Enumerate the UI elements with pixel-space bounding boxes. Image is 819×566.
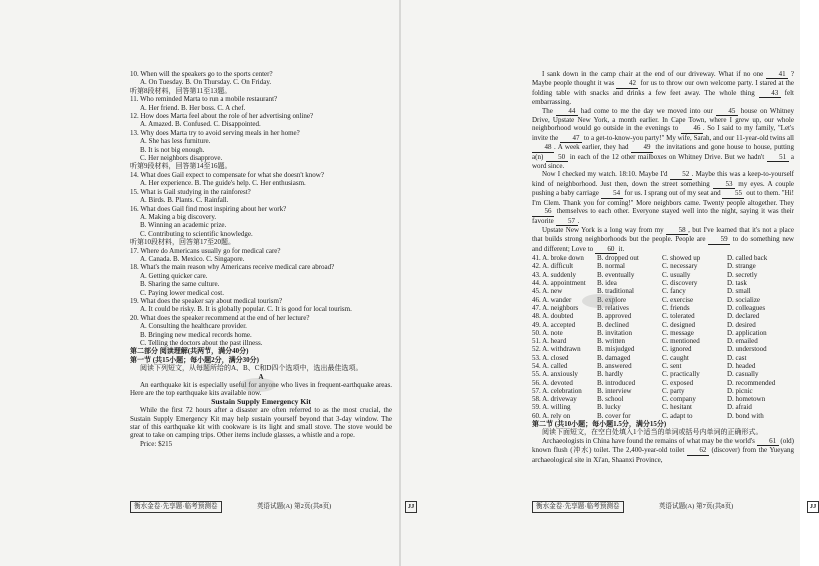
option-cell: B. written bbox=[597, 337, 625, 346]
section-1-instructions: 阅读下列短文，从每题所给的A、B、C和D四个选项中，选出最佳选项。 bbox=[140, 364, 363, 373]
option-cell: C. adapt to bbox=[662, 411, 693, 420]
blank-54: 54 bbox=[601, 189, 623, 198]
blank-43: 43 bbox=[759, 89, 781, 98]
option-cell: C. mentioned bbox=[662, 337, 700, 346]
option-cell: D. called back bbox=[727, 254, 768, 263]
passage-letter: A bbox=[258, 372, 264, 381]
blank-46: 46 bbox=[681, 124, 703, 133]
option-cell: C. party bbox=[662, 386, 685, 395]
text-run: a word since. bbox=[532, 152, 795, 171]
text-run: for us. I sprang out of my seat and bbox=[622, 189, 723, 198]
option-cell: C. fancy bbox=[662, 287, 686, 296]
scan-smudge bbox=[582, 294, 618, 308]
option-cell: 46. A. wander bbox=[532, 295, 572, 304]
text-run: , but I've learned that it's not a place that builds strong neighborhoods but the people. People are bbox=[532, 225, 794, 244]
question-16: 16. What does Gail find most inspiring about her work? bbox=[130, 204, 287, 213]
option-cell: 43. A. suddenly bbox=[532, 270, 576, 279]
option-cell: D. understood bbox=[727, 345, 767, 354]
question-11: 11. Who reminded Marta to run a mobile restaurant? bbox=[130, 95, 278, 104]
option-cell: B. interview bbox=[597, 386, 632, 395]
option-cell: C. caught bbox=[662, 353, 689, 362]
option-cell: D. declared bbox=[727, 312, 760, 321]
question-18-option-b: B. Sharing the same culture. bbox=[140, 280, 220, 289]
text-run: . Maybe this was a keep-to-yourself kind of neighborhood. Just then, down the street something bbox=[532, 170, 794, 188]
cloze-paragraph-4 bbox=[532, 226, 794, 254]
question-20-option-a: A. Consulting the healthcare provider. bbox=[140, 322, 247, 331]
question-10: 10. When will the speakers go to the sports center? bbox=[130, 70, 273, 78]
option-cell: D. cast bbox=[727, 353, 747, 362]
blank-50: 50 bbox=[546, 153, 568, 162]
text-run: my eyes. A couple pushing a baby carriage bbox=[532, 179, 794, 198]
option-cell: 59. A. willing bbox=[532, 403, 571, 412]
question-20-option-c: C. Telling the doctors about the past illness. bbox=[140, 339, 263, 347]
option-row bbox=[532, 312, 792, 320]
option-cell: C. tolerated bbox=[662, 312, 695, 321]
text-run: for us to throw our own welcome party. I stared at the folding table with snacks and drinks a few feet away. The whole thing bbox=[532, 79, 794, 97]
option-cell: C. discovery bbox=[662, 279, 698, 288]
blank-45: 45 bbox=[716, 107, 738, 116]
question-20-option-b: B. Bringing new medical records home. bbox=[140, 330, 252, 339]
option-row bbox=[532, 271, 792, 279]
section-2-instructions: 阅读下面短文，在空白处填入1个适当的单词或括号内单词的正确形式。 bbox=[542, 428, 763, 437]
kit-description: While the first 72 hours after a disaster are often referred to as the most crucial, the Sustain Supply Emergency Kit may help sustain yourself beyond that 3-day window. The star of this earthquake kit with cookware is its light and small stove. The stove would be great to take on camping trips. Other items include glasses, a whistle and a rope. bbox=[130, 406, 392, 440]
question-19: 19. What does the speaker say about medical tourism? bbox=[130, 296, 283, 305]
option-cell: 56. A. devoted bbox=[532, 378, 573, 387]
option-cell: 49. A. accepted bbox=[532, 320, 576, 329]
kit-price: Price: $215 bbox=[140, 439, 173, 448]
question-16-option-b: B. Winning an academic prize. bbox=[140, 221, 227, 230]
option-cell: 58. A. driveway bbox=[532, 395, 577, 404]
option-cell: B. hardly bbox=[597, 370, 624, 379]
option-row bbox=[532, 370, 792, 378]
question-14-options: A. Her experience. B. The guide's help. C. Her enthusiasm. bbox=[140, 179, 306, 188]
blank-61: 61 bbox=[757, 437, 779, 446]
footer-page-number: 英语试题(A) 第2页(共8页) bbox=[256, 503, 332, 510]
blank-49: 49 bbox=[631, 143, 653, 152]
option-row bbox=[532, 337, 792, 345]
question-18: 18. What's the main reason why Americans receive medical care abroad? bbox=[130, 263, 335, 272]
cloze-paragraph-1 bbox=[532, 70, 794, 107]
option-cell: D. strange bbox=[727, 262, 756, 271]
blank-62: 62 bbox=[687, 446, 709, 455]
grammar-paragraph bbox=[532, 437, 794, 464]
option-cell: 45. A. new bbox=[532, 287, 563, 296]
footer-code: JJ bbox=[405, 501, 418, 513]
question-12-options: A. Amazed. B. Confused. C. Disappointed. bbox=[140, 120, 261, 129]
left-footer bbox=[130, 501, 417, 513]
blank-44: 44 bbox=[556, 107, 578, 116]
option-cell: B. cover for bbox=[597, 411, 631, 420]
option-cell: D. task bbox=[727, 279, 747, 288]
scan-smudge bbox=[240, 378, 276, 392]
text-run: (discover) from the Yueyang archaeological site in Xi'an, Shaanxi Province, bbox=[532, 446, 794, 464]
question-13-option-c: C. Her neighbors disapprove. bbox=[140, 154, 223, 163]
option-cell: B. eventually bbox=[597, 270, 635, 279]
blank-57: 57 bbox=[556, 217, 578, 226]
option-cell: C. designed bbox=[662, 320, 696, 329]
option-row bbox=[532, 287, 792, 295]
text-run: Archaeologists in China have found the remains of what may be the world's bbox=[542, 436, 757, 445]
question-13-option-a: A. She has less furniture. bbox=[140, 137, 211, 146]
option-row bbox=[532, 379, 792, 387]
option-row bbox=[532, 329, 792, 337]
option-cell: D. desired bbox=[727, 320, 756, 329]
cloze-paragraph-2 bbox=[532, 107, 794, 171]
option-cell: C. exposed bbox=[662, 378, 694, 387]
option-cell: 42. A. difficult bbox=[532, 262, 574, 271]
blank-42: 42 bbox=[616, 79, 638, 88]
question-17-options: A. Canada. B. Mexico. C. Singapore. bbox=[140, 254, 245, 263]
option-row bbox=[532, 296, 792, 304]
cloze-paragraph-3 bbox=[532, 170, 794, 225]
option-row bbox=[532, 387, 792, 395]
question-13: 13. Why does Marta try to avoid serving meals in her home? bbox=[130, 128, 300, 137]
option-cell: B. idea bbox=[597, 279, 617, 288]
option-cell: 47. A. neighbors bbox=[532, 303, 579, 312]
text-run: The bbox=[542, 106, 556, 115]
blank-53: 53 bbox=[713, 180, 735, 189]
option-row bbox=[532, 395, 792, 403]
text-run: . So I said to my family, "Let's invite the bbox=[532, 124, 794, 142]
option-cell: D. secretly bbox=[727, 270, 758, 279]
option-row bbox=[532, 403, 792, 411]
option-cell: 55. A. anxiously bbox=[532, 370, 578, 379]
option-cell: C. company bbox=[662, 395, 696, 404]
text-run: the invitations and gone house to house, putting a(n) bbox=[532, 143, 794, 161]
passage-intro: An earthquake kit is especially useful for anyone who lives in frequent-earthquake areas. Here are the top earthquake kits available now. bbox=[130, 381, 392, 398]
text-run: themselves to each other. Everyone stayed well into the night, saying it was their favorite bbox=[532, 207, 794, 225]
footer-brand: 衡水金卷·先享题·临考预测卷 bbox=[130, 501, 222, 513]
option-cell: B. declined bbox=[597, 320, 629, 329]
option-cell: B. school bbox=[597, 395, 624, 404]
option-cell: D. casually bbox=[727, 370, 759, 379]
option-cell: 51. A. heard bbox=[532, 337, 567, 346]
question-14: 14. What does Gail expect to compensate for what she doesn't know? bbox=[130, 170, 324, 179]
option-cell: 54. A. called bbox=[532, 361, 568, 370]
blank-51: 51 bbox=[767, 153, 789, 162]
text-run: out to them. "Hi! I'm Clem. Thank you for coming!" More neighbors came. Twenty people altogether. They bbox=[532, 189, 794, 207]
option-cell: B. normal bbox=[597, 262, 625, 271]
option-cell: 50. A. note bbox=[532, 328, 563, 337]
text-run: I sank down in the camp chair at the end of our driveway. What if no one bbox=[542, 70, 767, 78]
option-cell: D. socialize bbox=[727, 295, 761, 304]
option-row bbox=[532, 279, 792, 287]
blank-59: 59 bbox=[708, 235, 730, 244]
option-cell: 57. A. celebration bbox=[532, 386, 582, 395]
option-cell: B. relatives bbox=[597, 303, 629, 312]
blank-60: 60 bbox=[595, 245, 617, 254]
option-cell: B. explore bbox=[597, 295, 627, 304]
option-row bbox=[532, 254, 792, 262]
question-20: 20. What does the speaker recommend at the end of her lecture? bbox=[130, 313, 310, 322]
text-run: to do something new and different; Love to bbox=[532, 235, 794, 253]
option-cell: C. friends bbox=[662, 303, 690, 312]
question-11-options: A. Her friend. B. Her boss. C. A chef. bbox=[140, 103, 246, 112]
section-2-heading: 第二节 (共10小题；每小题1.5分，满分15分) bbox=[532, 420, 667, 429]
option-row bbox=[532, 345, 792, 353]
option-cell: C. showed up bbox=[662, 254, 701, 263]
option-cell: D. afraid bbox=[727, 403, 752, 412]
option-cell: D. headed bbox=[727, 361, 756, 370]
option-row bbox=[532, 262, 792, 270]
question-16-option-c: C. Contributing to scientific knowledge. bbox=[140, 229, 253, 238]
section-8-heading: 听第8段材料，回答第11至13题。 bbox=[130, 86, 232, 95]
question-16-option-a: A. Making a big discovery. bbox=[140, 212, 217, 221]
option-cell: 44. A. appointment bbox=[532, 279, 586, 288]
option-cell: 60. A. rely on bbox=[532, 411, 571, 420]
option-row bbox=[532, 354, 792, 362]
question-18-option-c: C. Paying lower medical cost. bbox=[140, 288, 224, 297]
text-run: . bbox=[577, 216, 580, 225]
right-page bbox=[400, 0, 817, 566]
text-run: house on Whitney Drive, Upstate New York, a month earlier. In Cape Town, where I grew up, our whole neighborhood would go outside in the evenings to bbox=[532, 106, 795, 133]
option-cell: D. recommended bbox=[727, 378, 776, 387]
footer-page-number: 英语试题(A) 第7页(共8页) bbox=[658, 503, 734, 510]
text-run: Now I checked my watch. 18:10. Maybe I'd bbox=[542, 170, 670, 179]
blank-47: 47 bbox=[560, 134, 582, 143]
option-cell: 52. A. withdrawn bbox=[532, 345, 581, 354]
section-10-heading: 听第10段材料，回答第17至20题。 bbox=[130, 238, 235, 247]
text-run: (old) known flush (冲水) toilet. The 2,400-year-old toilet bbox=[532, 436, 794, 455]
option-cell: B. introduced bbox=[597, 378, 636, 387]
option-cell: 48. A. doubted bbox=[532, 312, 574, 321]
footer-brand: 衡水金卷·先享题·临考预测卷 bbox=[532, 501, 624, 513]
option-cell: C. practically bbox=[662, 370, 700, 379]
option-cell: B. answered bbox=[597, 361, 632, 370]
section-9-heading: 听第9段材料，回答第14至16题。 bbox=[130, 162, 232, 171]
option-cell: D. application bbox=[727, 328, 767, 337]
option-cell: C. hesitant bbox=[662, 403, 692, 412]
question-13-option-b: B. It is not big enough. bbox=[140, 145, 205, 154]
question-15-options: A. Birds. B. Plants. C. Rainfall. bbox=[140, 196, 229, 205]
blank-55: 55 bbox=[722, 189, 744, 198]
text-run: in each of the 12 other mailboxes on Whitney Drive. But we hadn't bbox=[567, 152, 767, 161]
option-row bbox=[532, 304, 792, 312]
blank-58: 58 bbox=[666, 226, 688, 235]
section-1-heading: 第一节 (共15小题；每小题2分，满分30分) bbox=[130, 355, 259, 364]
option-cell: B. approved bbox=[597, 312, 632, 321]
footer-code: JJ bbox=[807, 501, 819, 513]
option-cell: D. emailed bbox=[727, 337, 758, 346]
option-cell: C. sent bbox=[662, 361, 682, 370]
option-cell: C. usually bbox=[662, 270, 691, 279]
option-cell: D. colleagues bbox=[727, 303, 766, 312]
part-2-heading: 第二部分 阅读理解(共两节，满分40分) bbox=[130, 347, 249, 356]
question-19-options: A. It could be risky. B. It is globally popular. C. It is good for local tourism. bbox=[140, 305, 352, 314]
option-cell: C. message bbox=[662, 328, 694, 337]
option-cell: 53. A. closed bbox=[532, 353, 569, 362]
option-cell: B. invitation bbox=[597, 328, 632, 337]
option-row bbox=[532, 362, 792, 370]
text-run: felt embarrassing. bbox=[532, 88, 794, 107]
blank-56: 56 bbox=[532, 207, 554, 216]
option-row bbox=[532, 412, 792, 420]
option-cell: C. necessary bbox=[662, 262, 698, 271]
text-run: had come to me the day we moved into our bbox=[577, 106, 716, 115]
option-row bbox=[532, 321, 792, 329]
text-run: to a get-to-know-you party!" My wife, Sarah, and our 11-year-old twins all bbox=[582, 133, 794, 142]
option-cell: 41. A. broke down bbox=[532, 254, 584, 263]
option-cell: C. ignored bbox=[662, 345, 692, 354]
blank-41: 41 bbox=[766, 70, 788, 79]
text-run: Upstate New York is a long way from my bbox=[542, 225, 667, 234]
option-cell: D. bond with bbox=[727, 411, 764, 420]
cloze-options-table bbox=[532, 254, 792, 420]
text-run: ? Maybe people thought it was bbox=[532, 70, 795, 88]
option-cell: B. dropped out bbox=[597, 254, 639, 263]
option-cell: D. small bbox=[727, 287, 751, 296]
option-cell: B. lucky bbox=[597, 403, 621, 412]
option-cell: D. picnic bbox=[727, 386, 753, 395]
blank-52: 52 bbox=[670, 170, 692, 179]
right-footer bbox=[532, 501, 819, 513]
option-cell: B. damaged bbox=[597, 353, 631, 362]
question-17: 17. Where do Americans usually go for medical care? bbox=[130, 246, 281, 255]
blank-48: 48 bbox=[532, 143, 554, 152]
text-run: . A week earlier, they had bbox=[554, 143, 631, 152]
option-cell: C. exercise bbox=[662, 295, 694, 304]
question-10-options: A. On Tuesday. B. On Thursday. C. On Friday. bbox=[140, 78, 272, 87]
question-15: 15. What is Gail studying in the rainforest? bbox=[130, 187, 251, 196]
text-run: it. bbox=[616, 244, 625, 253]
option-cell: D. hometown bbox=[727, 395, 766, 404]
question-12: 12. How does Marta feel about the role of her advertising online? bbox=[130, 112, 314, 121]
option-cell: B. traditional bbox=[597, 287, 634, 296]
right-content bbox=[532, 70, 794, 464]
question-18-option-a: A. Getting quicker care. bbox=[140, 271, 208, 280]
kit-title: Sustain Supply Emergency Kit bbox=[211, 396, 311, 406]
option-cell: B. misjudged bbox=[597, 345, 635, 354]
